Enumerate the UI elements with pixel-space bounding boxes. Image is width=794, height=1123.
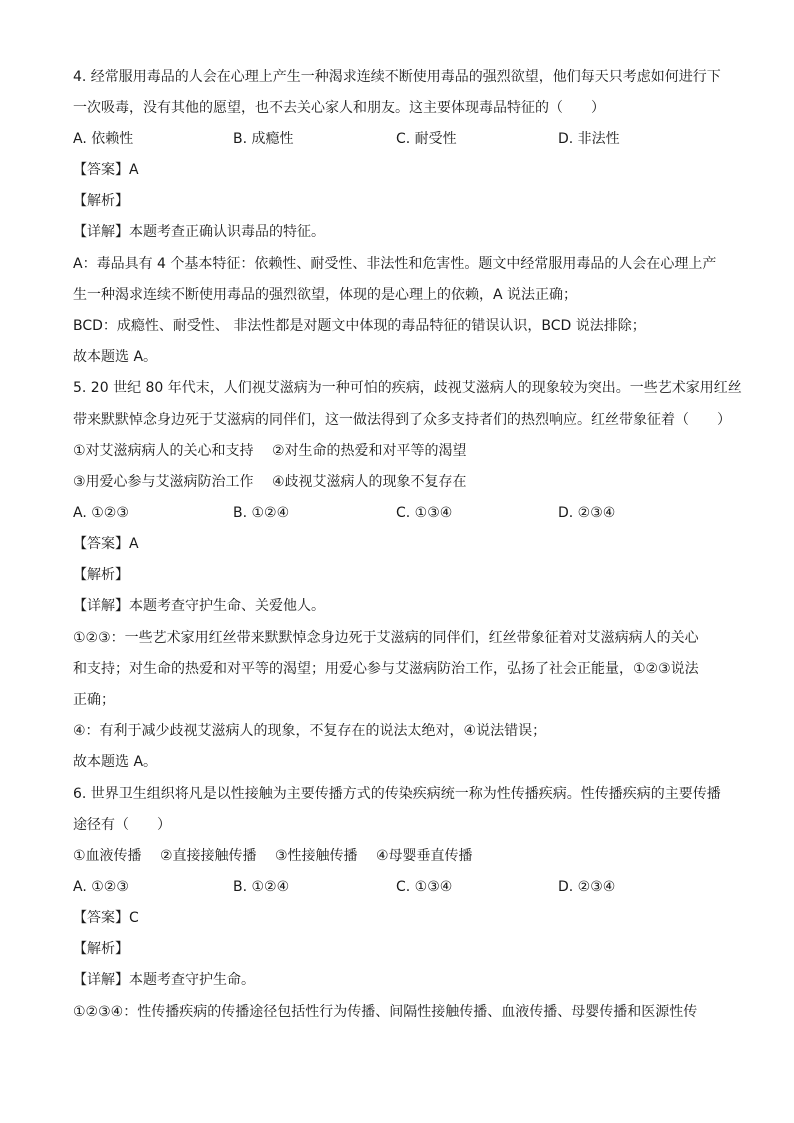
q5-explanation-line2: 和支持；对生命的热爱和对平等的渴望；用爱心参与艾滋病防治工作，弘扬了社会正能量，①②③说法 — [73, 661, 699, 677]
q5-items-line1: ①对艾滋病病人的关心和支持 ②对生命的热爱和对平等的渴望 — [73, 443, 467, 459]
q5-detail: 【详解】本题考查守护生命、关爱他人。 — [73, 598, 325, 614]
q4-option-b: B. 成瘾性 — [233, 131, 294, 147]
q4-option-d: D. 非法性 — [558, 131, 620, 147]
q6-option-b: B. ①②④ — [233, 879, 290, 895]
q5-option-b: B. ①②④ — [233, 505, 290, 521]
q5-option-c: C. ①③④ — [396, 505, 453, 521]
q6-analysis-heading: 【解析】 — [73, 941, 129, 957]
q4-stem-line1: 4. 经常服用毒品的人会在心理上产生一种渴求连续不断使用毒品的强烈欲望，他们每天只考虑如何进行下 — [73, 69, 721, 85]
q5-conclusion: 故本题选 A。 — [73, 754, 158, 770]
q6-option-d: D. ②③④ — [558, 879, 616, 895]
q4-option-c: C. 耐受性 — [396, 131, 457, 147]
q4-options — [73, 129, 733, 149]
q5-option-d: D. ②③④ — [558, 505, 616, 521]
q5-stem-line2: 带来默默悼念身边死于艾滋病的同伴们，这一做法得到了众多支持者们的热烈响应。红丝带象征着（ ） — [73, 412, 731, 428]
q4-analysis-heading: 【解析】 — [73, 193, 129, 209]
q5-explanation-line3: 正确； — [73, 692, 115, 708]
q4-detail: 【详解】本题考查正确认识毒品的特征。 — [73, 224, 325, 240]
q5-explanation-line1: ①②③：一些艺术家用红丝带来默默悼念身边死于艾滋病的同伴们，红丝带象征着对艾滋病病人的关心 — [73, 630, 699, 646]
q4-conclusion: 故本题选 A。 — [73, 349, 158, 365]
q4-answer: 【答案】A — [73, 162, 139, 178]
q6-answer: 【答案】C — [73, 910, 139, 926]
q4-option-a: A. 依赖性 — [73, 131, 134, 147]
q6-explanation-line1: ①②③④：性传播疾病的传播途径包括性行为传播、间隔性接触传播、血液传播、母婴传播和医源性传 — [73, 1004, 698, 1020]
q4-explanation-line3: BCD：成瘾性、耐受性、 非法性都是对题文中体现的毒品特征的错误认识，BCD 说法排除； — [73, 318, 646, 334]
q4-stem-line2: 一次吸毒，没有其他的愿望，也不去关心家人和朋友。这主要体现毒品特征的（ ） — [73, 100, 605, 116]
q5-answer: 【答案】A — [73, 536, 139, 552]
q5-stem-line1: 5. 20 世纪 80 年代末，人们视艾滋病为一种可怕的疾病，歧视艾滋病人的现象较为突出。一些艺术家用红丝 — [73, 380, 742, 396]
q6-option-c: C. ①③④ — [396, 879, 453, 895]
q5-items-line2: ③用爱心参与艾滋病防治工作 ④歧视艾滋病人的现象不复存在 — [73, 474, 467, 490]
q6-options — [73, 877, 733, 897]
q4-explanation-line1: A：毒品具有 4 个基本特征：依赖性、耐受性、非法性和危害性。题文中经常服用毒品的人会在心理上产 — [73, 256, 717, 272]
q5-option-a: A. ①②③ — [73, 505, 129, 521]
q6-detail: 【详解】本题考查守护生命。 — [73, 972, 255, 988]
q4-explanation-line2: 生一种渴求连续不断使用毒品的强烈欲望，体现的是心理上的依赖，A 说法正确； — [73, 287, 578, 303]
q6-items-line1: ①血液传播 ②直接接触传播 ③性接触传播 ④母婴垂直传播 — [73, 848, 473, 864]
q6-option-a: A. ①②③ — [73, 879, 129, 895]
q6-stem-line2: 途径有（ ） — [73, 817, 171, 833]
q5-analysis-heading: 【解析】 — [73, 567, 129, 583]
q5-options — [73, 503, 733, 523]
q5-explanation-line4: ④：有利于减少歧视艾滋病人的现象，不复存在的说法太绝对，④说法错误； — [73, 723, 547, 739]
q6-stem-line1: 6. 世界卫生组织将凡是以性接触为主要传播方式的传染疾病统一称为性传播疾病。性传播疾病的主要传播 — [73, 786, 721, 802]
